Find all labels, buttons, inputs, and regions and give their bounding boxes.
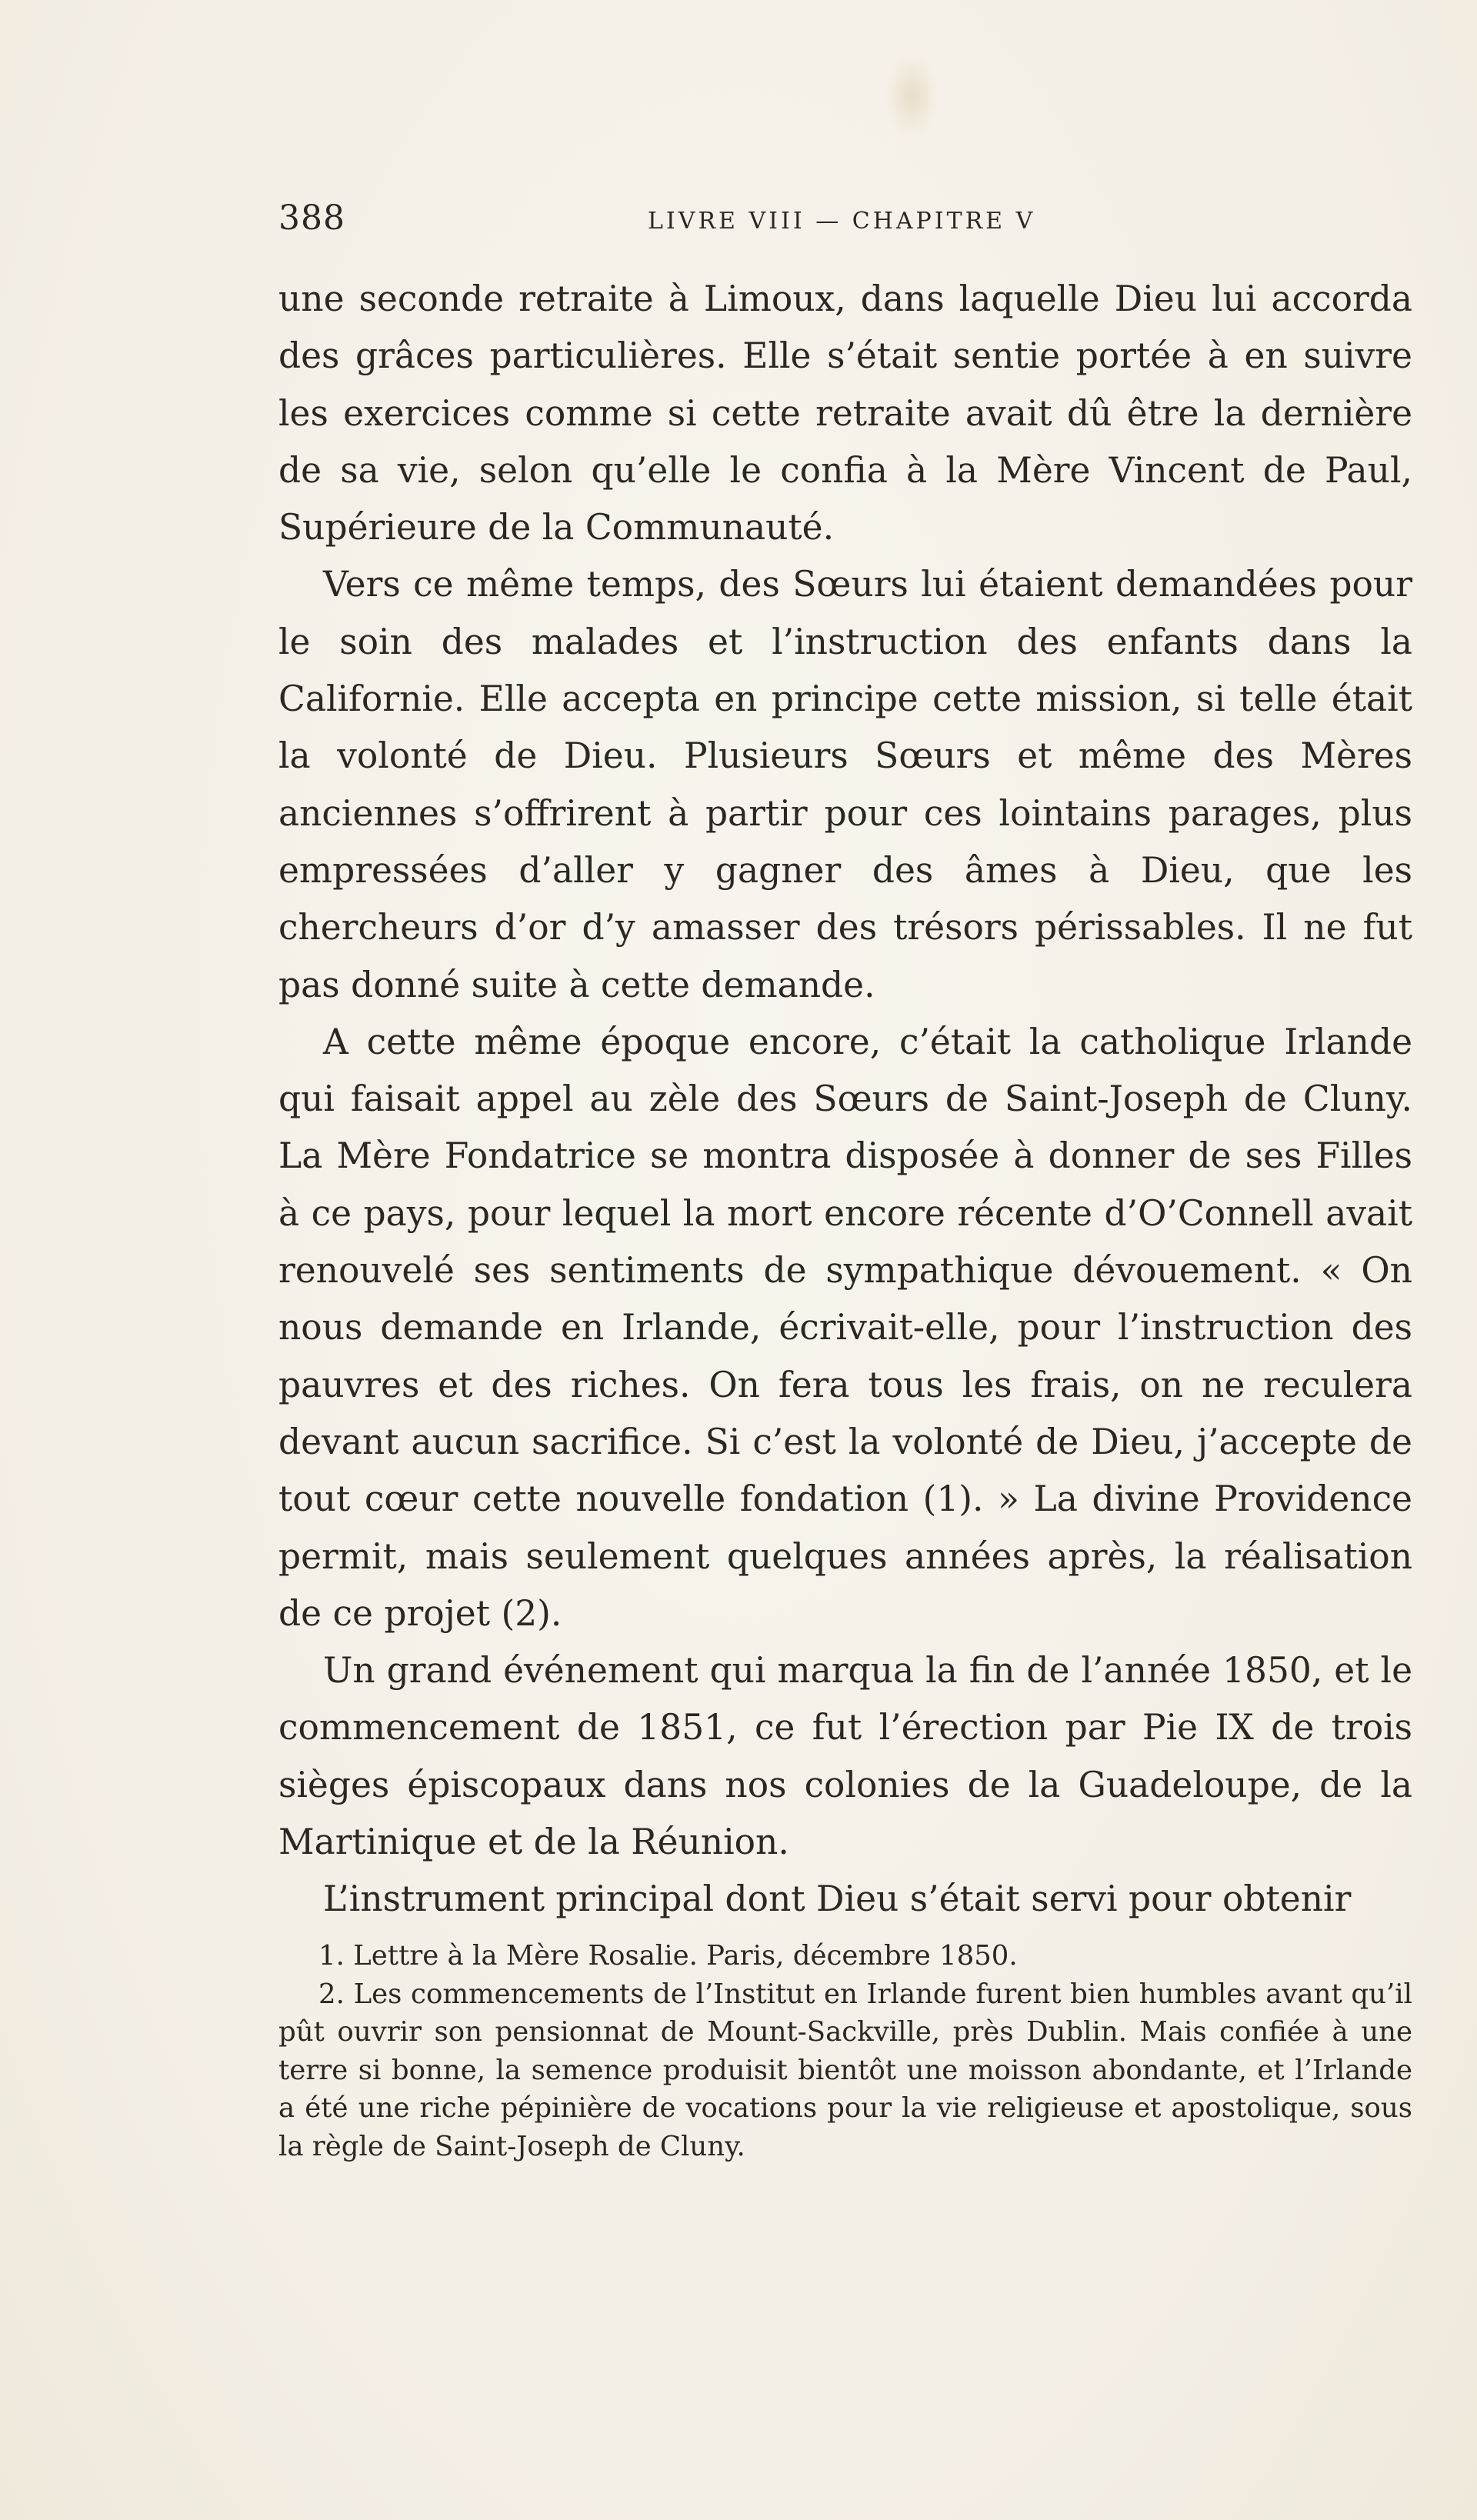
footnote-1: 1. Lettre à la Mère Rosalie. Paris, décembre 1850. bbox=[318, 1940, 1018, 1972]
running-head: LIVRE VIII — CHAPITRE V bbox=[648, 208, 1036, 235]
paper-stain bbox=[885, 54, 939, 138]
paragraph-2: Vers ce même temps, des Sœurs lui étaient demandées pour le soin des malades et l’instruction des enfants dans la Californie. Elle accepta en principe cette mission, si telle était la volonté de Dieu. Plusieurs Sœurs et même des Mères anciennes s’offrirent à partir pour ces lointains parages, plus empressées d’aller y gagner des âmes à Dieu, que les chercheurs d’or d’y amasser des trésors périssables. Il ne fut pas donné suite à cette demande. bbox=[278, 564, 1412, 1005]
footnotes bbox=[278, 1937, 1412, 2166]
page-number: 388 bbox=[278, 198, 345, 238]
page-header bbox=[278, 198, 1412, 245]
paragraph-1: une seconde retraite à Limoux, dans laquelle Dieu lui accorda des grâces particulières. Elle s’était sentie portée à en suivre les exercices comme si cette retraite avait dû être la dernière de sa vie, selon qu’elle le confia à la Mère Vincent de Paul, Supérieure de la Communauté. bbox=[278, 278, 1412, 548]
paragraph-3: A cette même époque encore, c’était la catholique Irlande qui faisait appel au zèle des Sœurs de Saint-Joseph de Cluny. La Mère Fondatrice se montra disposée à donner de ses Filles à ce pays, pour lequel la mort encore récente d’O’Connell avait renouvelé ses sentiments de sympathique dévouement. « On nous demande en Irlande, écrivait-elle, pour l’instruction des pauvres et des riches. On fera tous les frais, on ne reculera devant aucun sacrifice. Si c’est la volonté de Dieu, j’accepte de tout cœur cette nouvelle fondation (1). » La divine Providence permit, mais seulement quelques années après, la réalisation de ce projet (2). bbox=[278, 1021, 1412, 1634]
footnote-2: 2. Les commencements de l’Institut en Irlande furent bien humbles avant qu’il pût ouvrir son pensionnat de Mount-Sackville, près Dublin. Mais confiée à une terre si bonne, la semence produisit bientôt une moisson abondante, et l’Irlande a été une riche pépinière de vocations pour la vie religieuse et apostolique, sous la règle de Saint-Joseph de Cluny. bbox=[278, 1978, 1412, 2162]
paragraph-5: L’instrument principal dont Dieu s’était servi pour obtenir bbox=[323, 1878, 1352, 1920]
body-text bbox=[278, 271, 1412, 1928]
paragraph-4: Un grand événement qui marqua la fin de l’année 1850, et le commencement de 1851, ce fut l’érection par Pie IX de trois sièges épiscopaux dans nos colonies de la Guadeloupe, de la Martinique et de la Réunion. bbox=[278, 1650, 1412, 1863]
